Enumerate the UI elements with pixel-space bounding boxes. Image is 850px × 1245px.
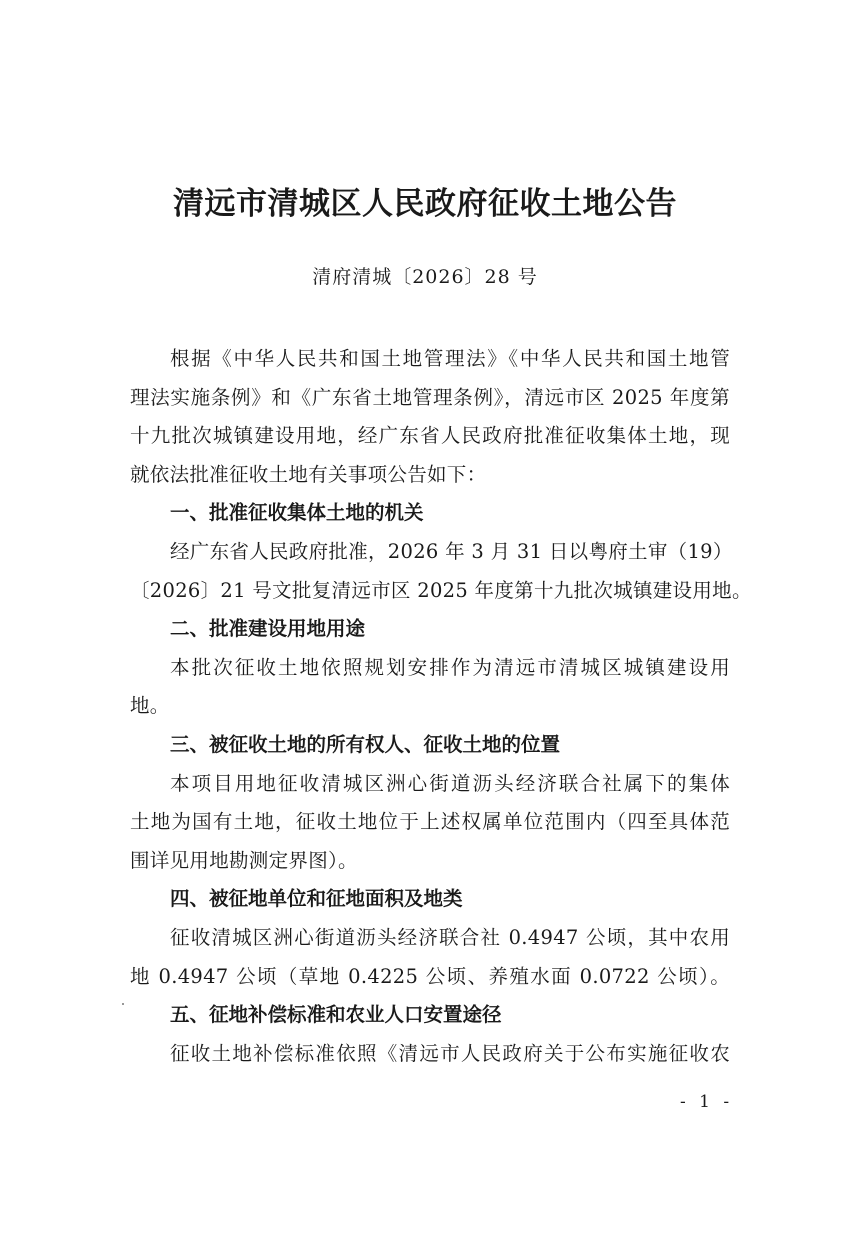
body-line: 就依法批准征收土地有关事项公告如下：: [130, 462, 487, 486]
section-heading-4: 四、被征地单位和征地面积及地类: [170, 887, 463, 911]
section-heading-1: 一、批准征收集体土地的机关: [170, 501, 424, 525]
body-line: 征收土地补偿标准依照《清远市人民政府关于公布实施征收农: [170, 1041, 730, 1065]
body-line: 根据《中华人民共和国土地管理法》《中华人民共和国土地管: [170, 347, 730, 370]
body-line: 经广东省人民政府批准，2026 年 3 月 31 日以粤府土审（19）: [170, 539, 733, 563]
document-body: [130, 340, 752, 1073]
page-number: - 1 -: [680, 1092, 734, 1112]
section-heading-2: 二、批准建设用地用途: [170, 617, 366, 641]
section-heading-5: 五、征地补偿标准和农业人口安置途径: [170, 1003, 502, 1027]
body-line: 十九批次城镇建设用地，经广东省人民政府批准征收集体土地，现: [130, 424, 730, 448]
body-line: 土地为国有土地，征收土地位于上述权属单位范围内（四至具体范: [130, 810, 730, 834]
scan-speck: [122, 1003, 124, 1005]
body-line: 理法实施条例》和《广东省土地管理条例》，清远市区 2025 年度第: [130, 385, 730, 409]
document-number: 清府清城〔2026〕28 号: [312, 266, 538, 288]
body-line: 本项目用地征收清城区洲心街道沥头经济联合社属下的集体: [170, 771, 730, 795]
body-line: 本批次征收土地依照规划安排作为清远市清城区城镇建设用: [170, 655, 730, 679]
section-heading-3: 三、被征收土地的所有权人、征收土地的位置: [170, 732, 561, 756]
body-line: 〔2026〕21 号文批复清远市区 2025 年度第十九批次城镇建设用地。: [130, 578, 752, 602]
body-line: 地。: [130, 694, 170, 718]
body-line: 地 0.4947 公顷（草地 0.4225 公顷、养殖水面 0.0722 公顷）。: [130, 964, 730, 988]
body-line: 围详见用地勘测定界图）。: [130, 848, 358, 872]
document-title: 清远市清城区人民政府征收土地公告: [173, 186, 677, 222]
body-line: 征收清城区洲心街道沥头经济联合社 0.4947 公顷，其中农用: [170, 925, 730, 949]
